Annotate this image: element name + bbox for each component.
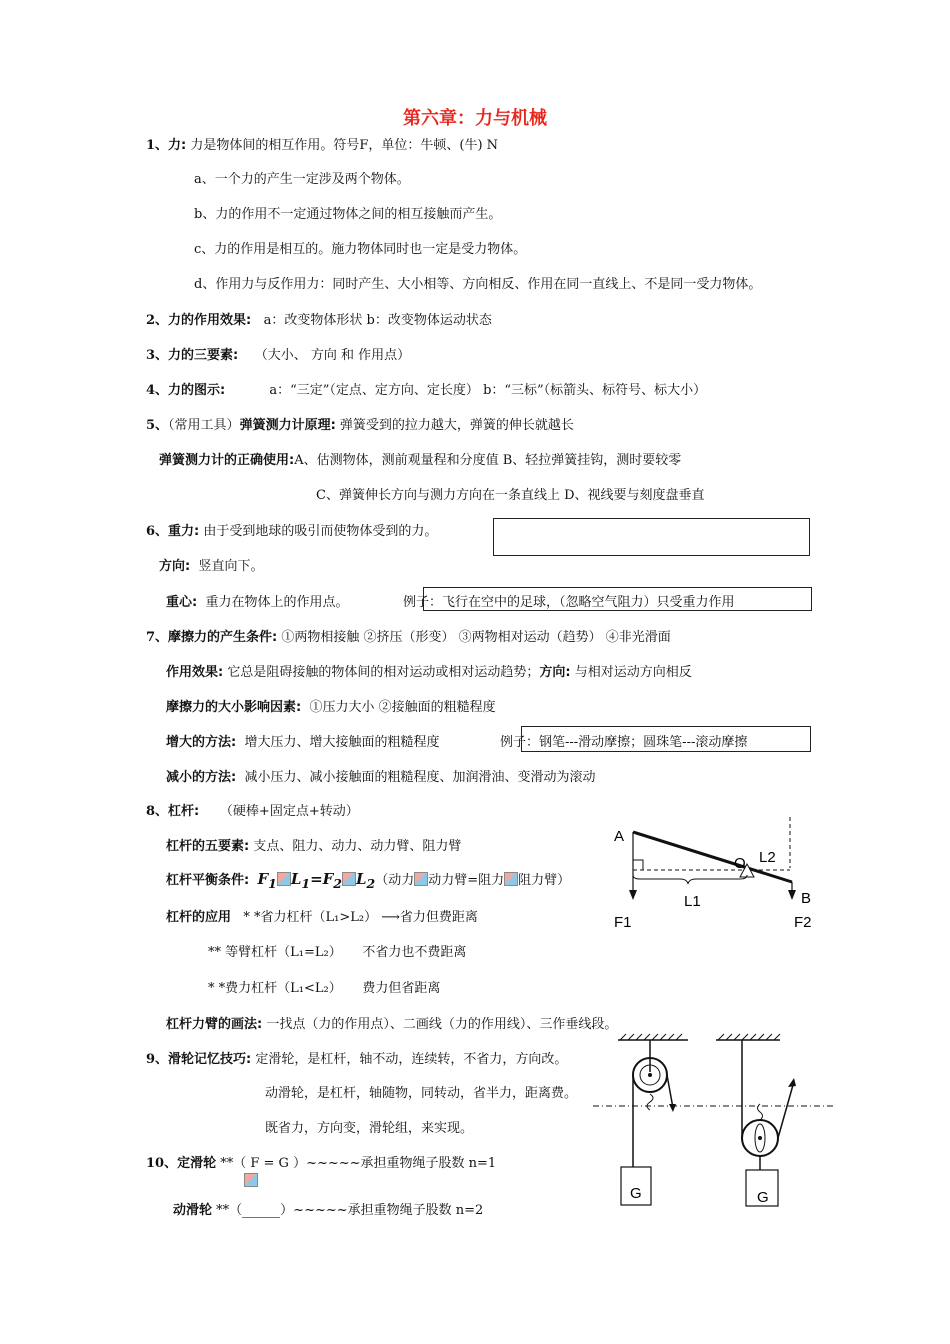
weight-label: G	[757, 1189, 769, 1206]
label-l1: L1	[684, 893, 701, 910]
section-heading: 弹簧测力计原理:	[239, 418, 336, 433]
sub-text: 不省力也不费距离	[362, 945, 467, 960]
sub-text: ** 等臂杠杆（L₁=L₂）	[208, 945, 342, 960]
pull-arrow-head	[669, 1104, 676, 1112]
section-text: （硬棒+固定点+转动）	[219, 804, 359, 819]
hook	[758, 1104, 763, 1120]
multiply-placeholder-icon	[342, 872, 356, 886]
formula-f2	[310, 870, 342, 891]
sub-heading: 弹簧测力计的正确使用:	[159, 453, 295, 468]
ceiling-hatch	[620, 1034, 682, 1040]
section-heading: 滑轮记忆技巧:	[168, 1052, 252, 1067]
lever-elements-line	[166, 835, 461, 854]
lever-application-3	[208, 977, 440, 996]
sub-heading: 摩擦力的大小影响因素:	[166, 700, 302, 715]
sub-heading: 作用效果:	[166, 665, 224, 680]
l1-brace	[633, 875, 747, 884]
sub-text: 重力在物体上的作用点。	[205, 595, 349, 610]
formula-text: 动力臂=阻力	[428, 873, 505, 888]
sub-heading: 杠杆平衡条件:	[166, 873, 250, 888]
section-number: 1、	[146, 138, 169, 153]
f2-arrow-head	[788, 890, 796, 900]
section-4-line	[146, 379, 706, 398]
multiply-placeholder-icon	[277, 872, 291, 886]
formula-l1	[290, 870, 311, 891]
gravity-center-line	[166, 591, 348, 610]
sub-text: 减小压力、减小接触面的粗糙程度、加润滑油、变滑动为滚动	[244, 770, 596, 785]
formula-placeholder-icon	[244, 1173, 258, 1187]
formula-subscript: 2	[333, 876, 342, 891]
section-heading: 重力:	[168, 524, 200, 539]
point-a: a、一个力的产生一定涉及两个物体。	[194, 172, 410, 187]
pull-arrow-head	[788, 1078, 796, 1087]
sub-text: 支点、阻力、动力、动力臂、阻力臂	[253, 839, 462, 854]
section-7-line	[146, 626, 671, 645]
sub-text: 与相对运动方向相反	[574, 665, 692, 680]
pulley-rhyme-2: 动滑轮，是杠杆，轴随物，同转动，省半力，距离费。	[265, 1086, 578, 1101]
friction-increase-line	[166, 731, 439, 750]
sub-text: ①压力大小 ②接触面的粗糙程度	[309, 700, 496, 715]
section-text: （大小、 方向 和 作用点）	[254, 348, 411, 363]
formula-subscript: 1	[268, 876, 277, 891]
section-number: 4、	[146, 383, 169, 398]
label-o: O	[734, 855, 746, 872]
sub-heading: 动滑轮	[173, 1203, 213, 1218]
section-text: **（ F = G ）~~~~~承担重物绳子股数 n=1	[220, 1156, 497, 1171]
section-heading: 定滑轮	[177, 1156, 217, 1171]
sub-heading: 方向:	[159, 559, 191, 574]
section-heading: 力的图示:	[168, 383, 226, 398]
ceiling-hatch	[718, 1034, 780, 1040]
sub-text: 增大压力、增大接触面的粗糙程度	[244, 735, 440, 750]
sub-text: * *费力杠杆（L₁<L₂）	[208, 981, 342, 996]
section-10-line	[146, 1152, 496, 1171]
section-number: 2、	[146, 313, 169, 328]
sub-text: A、估测物体，测前观量程和分度值 B、轻拉弹簧挂钩，测时要较零	[294, 453, 682, 468]
rope	[778, 1085, 793, 1138]
label-f1: F1	[614, 914, 632, 931]
section-number: 6、	[146, 524, 169, 539]
sub-heading: 杠杆的应用	[166, 910, 232, 925]
section-prefix: （常用工具）	[168, 418, 240, 433]
label-l2: L2	[759, 849, 776, 866]
label-b: B	[801, 890, 812, 907]
section-number: 3、	[146, 348, 169, 363]
sub-text: 一找点（力的作用点）、二画线（力的作用线）、三作垂线段。	[266, 1017, 618, 1032]
sub-text: 省力但费距离	[399, 910, 478, 925]
sub-text: ）~~~~~承担重物绳子股数 n=2	[280, 1203, 484, 1218]
section-text: 定滑轮，是杠杆，轴不动，连续转，不省力，方向改。	[255, 1052, 568, 1067]
friction-example: 例子：钢笔---滑动摩擦；圆珠笔---滚动摩擦	[500, 735, 748, 750]
hook	[647, 1094, 653, 1110]
sub-heading: 重心:	[166, 595, 198, 610]
formula-subscript: 1	[301, 876, 311, 891]
friction-effect-line	[166, 661, 692, 680]
sub-heading: 杠杆力臂的画法:	[166, 1017, 263, 1032]
formula-l2	[356, 870, 376, 891]
section-text: a：“三定”（定点、定方向、定长度） b：“三标”（标箭头、标符号、标大小）	[269, 383, 707, 398]
section-text: 由于受到地球的吸引而使物体受到的力。	[203, 524, 438, 539]
point-c: c、力的作用是相互的。施力物体同时也一定是受力物体。	[194, 242, 527, 257]
sub-heading: 方向:	[539, 665, 571, 680]
section-number: 10、	[146, 1156, 178, 1171]
section-text: 弹簧受到的拉力越大，弹簧的伸长就越长	[339, 418, 574, 433]
arrow-right-icon: ⟶	[381, 910, 400, 925]
section-heading: 力的三要素:	[168, 348, 239, 363]
sub-heading: 减小的方法:	[166, 770, 237, 785]
section-heading: 力:	[168, 138, 187, 153]
gravity-direction-line	[159, 555, 263, 574]
lever-balance-line	[166, 869, 570, 891]
section-number: 7、	[146, 630, 169, 645]
formula-placeholder	[242, 1187, 280, 1218]
section-3-line	[146, 344, 410, 363]
multiply-placeholder-icon	[504, 872, 518, 886]
friction-decrease-line	[166, 766, 595, 785]
lever-diagram	[600, 812, 830, 942]
section-heading: 力的作用效果:	[168, 313, 252, 328]
formula-symbol: =F	[310, 870, 334, 888]
formula-f1	[257, 870, 277, 891]
sub-text: 费力但省距离	[362, 981, 441, 996]
section-text: a：改变物体形状 b：改变物体运动状态	[263, 313, 492, 328]
point-b: b、力的作用不一定通过物体之间的相互接触而产生。	[194, 207, 502, 222]
friction-factor-line	[166, 696, 496, 715]
formula-symbol: F	[257, 870, 269, 888]
section-heading: 摩擦力的产生条件:	[168, 630, 278, 645]
f1-arrow-head	[629, 890, 637, 900]
gravity-example: 例子：飞行在空中的足球，（忽略空气阻力）只受重力作用	[403, 595, 735, 610]
movable-pulley-axle	[758, 1136, 762, 1140]
pulley-diagram	[588, 1030, 838, 1210]
sub-heading: 增大的方法:	[166, 735, 237, 750]
sub-text: 竖直向下。	[198, 559, 264, 574]
label-a: A	[614, 828, 625, 845]
sub-text: 它总是阻碍接触的物体间的相对运动或相对运动趋势；	[227, 665, 540, 680]
section-text: 力是物体间的相互作用。符号F，单位：牛顿、(牛) N	[190, 138, 499, 153]
lever-application-1	[166, 906, 478, 925]
rope	[667, 1075, 673, 1108]
spring-usage-line	[159, 449, 681, 468]
section-number: 5、	[146, 418, 169, 433]
formula-subscript: 2	[366, 876, 376, 891]
section-5-line	[146, 414, 574, 433]
section-8-line	[146, 800, 359, 819]
formula-text: 阻力臂）	[518, 873, 571, 888]
formula-symbol: L	[356, 870, 367, 888]
lever-arm-drawing-line	[166, 1013, 617, 1032]
movable-pulley-line	[173, 1187, 483, 1218]
sub-text: **（	[216, 1203, 243, 1218]
point-d: d、作用力与反作用力：同时产生、大小相等、方向相反、作用在同一直线上、不是同一受力物体。	[194, 277, 762, 292]
right-angle-mark	[633, 860, 643, 870]
section-9-line	[146, 1048, 567, 1067]
sub-heading: 杠杆的五要素:	[166, 839, 250, 854]
section-6-line	[146, 520, 437, 539]
section-1-line	[146, 134, 498, 153]
page-title: 第六章：力与机械	[403, 108, 547, 129]
spring-usage-line-2: C、弹簧伸长方向与测力方向在一条直线上 D、视线要与刻度盘垂直	[316, 488, 705, 503]
section-text: ①两物相接触 ②挤压（形变） ③两物相对运动（趋势） ④非光滑面	[281, 630, 671, 645]
label-f2: F2	[794, 914, 812, 931]
lever-application-2	[208, 941, 466, 960]
section-number: 9、	[146, 1052, 169, 1067]
multiply-placeholder-icon	[414, 872, 428, 886]
empty-answer-box	[493, 518, 810, 556]
pulley-rhyme-3: 既省力，方向变，滑轮组，来实现。	[265, 1121, 474, 1136]
section-2-line	[146, 309, 492, 328]
sub-text: * *省力杠杆（L₁>L₂）	[243, 910, 378, 925]
section-heading: 杠杆:	[168, 804, 200, 819]
section-number: 8、	[146, 804, 169, 819]
formula-text: （动力	[375, 873, 415, 888]
formula-symbol: L	[290, 870, 302, 888]
weight-label: G	[630, 1185, 642, 1202]
fixed-pulley-axle	[648, 1073, 652, 1077]
